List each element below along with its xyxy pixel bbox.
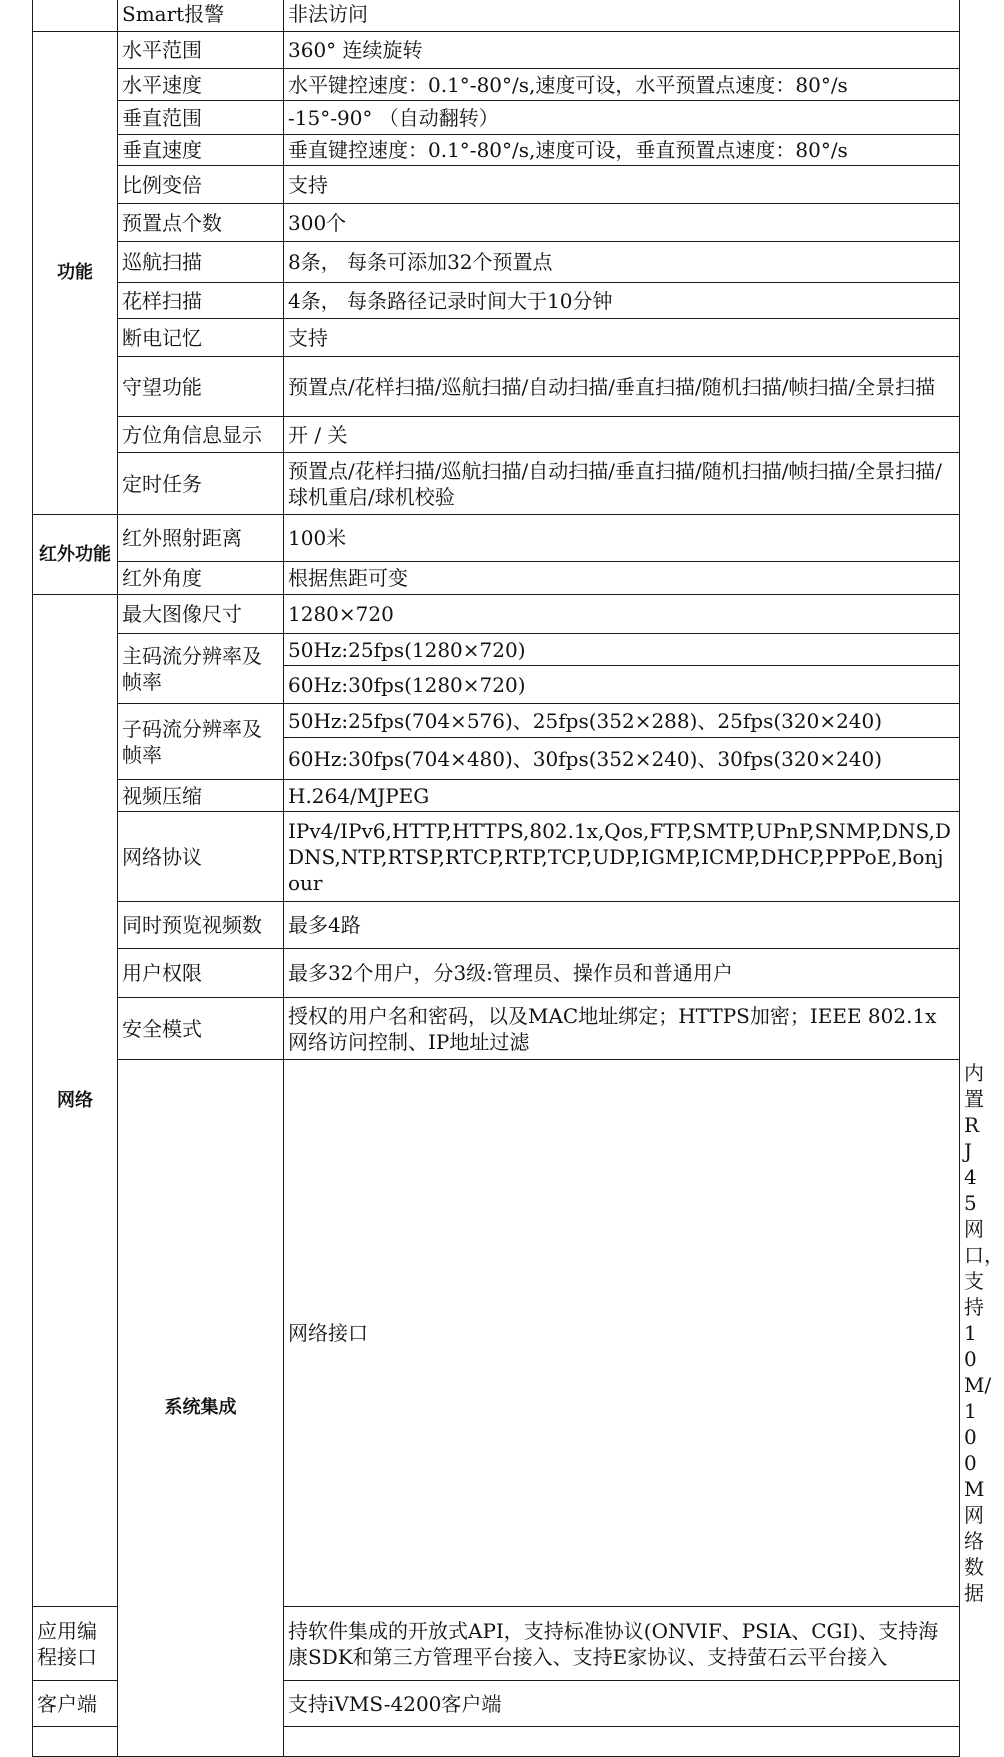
parameter-value-cell: 8条， 每条可添加32个预置点 [284,242,960,283]
parameter-name-cell: 垂直速度 [118,135,284,166]
parameter-name-cell: Smart报警 [118,0,284,32]
parameter-value-cell: 60Hz:30fps(1280×720) [284,666,960,704]
table-row [33,166,960,204]
table-row [33,319,960,357]
table-row [33,562,960,595]
parameter-name-cell: 定时任务 [118,453,284,515]
table-row [33,515,960,562]
parameter-value-cell: IPv4/IPv6,HTTP,HTTPS,802.1x,Qos,FTP,SMTP,UPnP,SNMP,DNS,DDNS,NTP,RTSP,RTCP,RTP,TCP,UDP,IGMP,ICMP,DHCP,PPPoE,Bonjour [284,812,960,902]
parameter-name-cell: 客户端 [33,1681,118,1727]
parameter-value-cell [284,1727,960,1757]
parameter-name-cell: 水平范围 [118,32,284,69]
parameter-value-cell: 支持 [284,319,960,357]
parameter-value-cell: 50Hz:25fps(1280×720) [284,634,960,666]
parameter-name-cell: 巡航扫描 [118,242,284,283]
parameter-name-cell: 用户权限 [118,949,284,998]
category-cell: 系统集成 [118,1060,284,1757]
table-row [33,453,960,515]
parameter-value-cell: 50Hz:25fps(704×576)、25fps(352×288)、25fps(320×240) [284,704,960,738]
parameter-value-cell: H.264/MJPEG [284,780,960,812]
parameter-name-cell: 方位角信息显示 [118,417,284,453]
table-row [33,780,960,812]
parameter-value-cell: 60Hz:30fps(704×480)、30fps(352×240)、30fps(320×240) [284,738,960,780]
parameter-value-cell: 非法访问 [284,0,960,32]
parameter-value-cell: 最多32个用户，分3级:管理员、操作员和普通用户 [284,949,960,998]
category-cell [33,0,118,32]
parameter-value-cell: 360° 连续旋转 [284,32,960,69]
parameter-value-cell: 开 / 关 [284,417,960,453]
parameter-name-cell: 网络协议 [118,812,284,902]
table-row: 系统集成 网络接口 内置RJ45网口，支持10M/100M网络数据 [33,1060,960,1607]
spec-table-body [33,0,1004,1757]
parameter-value-cell: 预置点/花样扫描/巡航扫描/自动扫描/垂直扫描/随机扫描/帧扫描/全景扫描 [284,357,960,417]
table-row [33,204,960,242]
parameter-name-cell: 安全模式 [118,998,284,1060]
parameter-value-cell: 1280×720 [284,595,960,634]
parameter-value-cell: 预置点/花样扫描/巡航扫描/自动扫描/垂直扫描/随机扫描/帧扫描/全景扫描/球机重启/球机校验 [284,453,960,515]
spec-table [32,0,1004,1757]
table-row [33,242,960,283]
table-row [33,357,960,417]
table-row [33,634,960,666]
parameter-name-cell: 预置点个数 [118,204,284,242]
parameter-name-cell: 守望功能 [118,357,284,417]
parameter-name-cell: 水平速度 [118,69,284,101]
table-row [33,949,960,998]
parameter-name-cell: 最大图像尺寸 [118,595,284,634]
parameter-value-cell: 持软件集成的开放式API，支持标准协议(ONVIF、PSIA、CGI)、支持海康SDK和第三方管理平台接入、支持E家协议、支持萤石云平台接入 [284,1607,960,1681]
parameter-value-cell: -15°-90° （自动翻转） [284,101,960,135]
parameter-name-cell: 花样扫描 [118,283,284,319]
parameter-value-cell: 根据焦距可变 [284,562,960,595]
parameter-value-cell: 垂直键控速度：0.1°-80°/s,速度可设，垂直预置点速度：80°/s [284,135,960,166]
table-row [33,417,960,453]
parameter-name-cell: 网络接口 [284,1060,960,1607]
parameter-value-cell: 100米 [284,515,960,562]
parameter-value-cell: 授权的用户名和密码，以及MAC地址绑定；HTTPS加密；IEEE 802.1x网络访问控制、IP地址过滤 [284,998,960,1060]
parameter-name-cell: 断电记忆 [118,319,284,357]
parameter-name-cell: 视频压缩 [118,780,284,812]
parameter-name-cell: 垂直范围 [118,101,284,135]
category-cell: 网络 [33,595,118,1607]
parameter-value-cell: 支持iVMS-4200客户端 [284,1681,960,1727]
category-cell: 功能 [33,32,118,515]
table-row [33,902,960,949]
table-row [33,704,960,738]
parameter-name-cell: 子码流分辨率及帧率 [118,704,284,780]
parameter-name-cell: 红外角度 [118,562,284,595]
table-row [33,998,960,1060]
parameter-value-cell: 支持 [284,166,960,204]
category-cell: 红外功能 [33,515,118,595]
table-row [33,32,960,69]
table-row [33,101,960,135]
table-row [33,69,960,101]
table-row [33,283,960,319]
parameter-value-cell: 水平键控速度：0.1°-80°/s,速度可设，水平预置点速度：80°/s [284,69,960,101]
parameter-name-cell: 比例变倍 [118,166,284,204]
table-row [33,0,960,32]
parameter-value-cell: 4条， 每条路径记录时间大于10分钟 [284,283,960,319]
parameter-name-cell: 应用编程接口 [33,1607,118,1681]
table-row [33,135,960,166]
table-row [33,595,960,634]
parameter-value-cell: 最多4路 [284,902,960,949]
parameter-name-cell: 主码流分辨率及帧率 [118,634,284,704]
parameter-name-cell: 同时预览视频数 [118,902,284,949]
parameter-name-cell [33,1727,118,1757]
parameter-name-cell: 红外照射距离 [118,515,284,562]
table-row [33,812,960,902]
parameter-value-cell: 300个 [284,204,960,242]
